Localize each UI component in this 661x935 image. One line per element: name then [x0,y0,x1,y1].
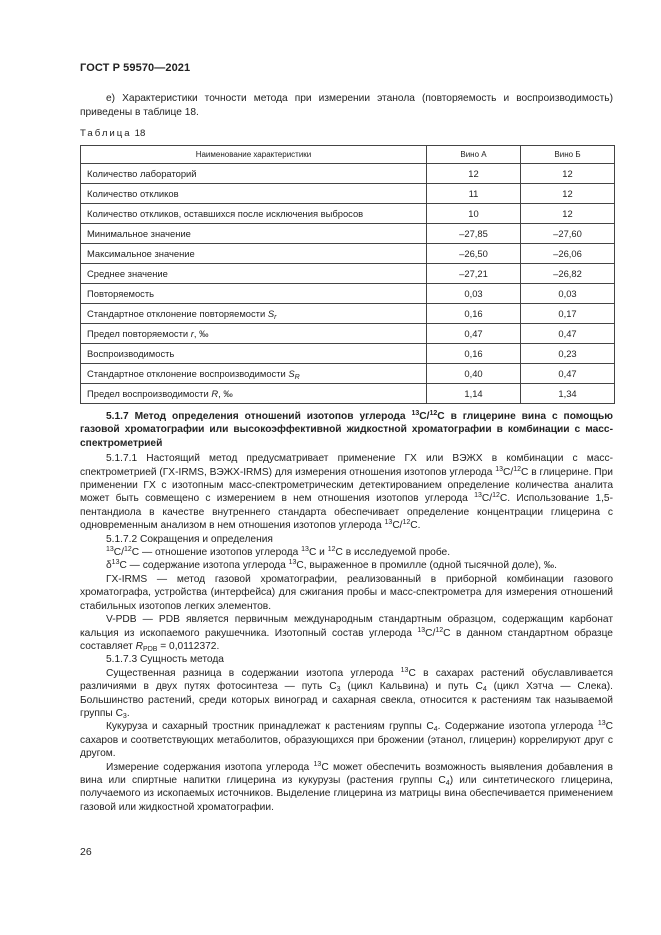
row-label-text: Стандартное отклонение воспроизводимости [87,368,286,379]
wine-b-value: –27,60 [521,224,615,244]
page-number: 26 [80,846,92,858]
sup-13: 13 [597,720,606,728]
text: 5.1.7.1 Настоящий метод предусматривает применение ГХ или ВЭЖХ в комбинации с масс-спектрометрией (ГХ-IRMS, ВЭЖХ-IRMS) для измерения отношения изотопов углерода [80,453,613,478]
sup-12: 12 [123,546,132,554]
wine-a-value: 0,40 [427,364,521,384]
table-caption-word: Таблица [80,128,132,139]
wine-a-value: 10 [427,204,521,224]
sup-13: 13 [400,666,409,674]
text: и [319,547,325,559]
symbol-s: S [267,308,275,319]
text: — содержание изотопа углерода [129,560,286,572]
sub-4: 4 [445,779,450,787]
precision-table [80,145,615,404]
wine-b-value: 0,23 [521,344,615,364]
sup-13: 13 [411,410,420,417]
text: , выраженное в промилле (одной тысячной доле), ‰. [303,560,557,572]
intro-paragraph: е) Характеристики точности метода при измерении этанола (повторяемость и воспроизводимость) приведены в таблице 18. [80,93,613,118]
sup-12: 12 [492,492,500,500]
text: — отношение изотопов углерода [141,547,299,559]
row-label: Воспроизводимость [81,344,427,364]
iso-c: C/ [392,520,403,532]
iso-c: C [443,627,451,639]
text: = 0,0112372. [160,640,220,652]
row-label [81,364,427,384]
symbol-s: S [288,368,295,379]
section-heading [80,410,613,450]
row-label-text: Предел воспроизводимости [87,388,209,399]
sup-12: 12 [513,465,521,473]
wine-b-value: 1,34 [521,384,615,404]
text: в сахарах растений обуславливается различиями в двух путях фотосинтеза — путь [80,667,613,693]
row-label [81,304,427,324]
header-wine-b: Вино Б [521,146,615,164]
sub-3: 3 [336,686,341,694]
wine-a-value: 12 [427,164,521,184]
iso-c: C [119,560,127,572]
text: Кукуруза и сахарный тростник принадлежат к растениям группы [106,721,422,733]
table-row [81,344,615,364]
text: Измерение содержания изотопа углерода [106,761,310,773]
row-label: Предел повторяемости r, ‰ [81,324,427,344]
wine-a-value: –26,50 [427,244,521,264]
table-row [81,284,615,304]
definition-gc-irms: ГХ-IRMS — метод газовой хроматографии, реализованный в приборной комбинации газового хроматографа, устройства (интерфейса) для сжигания пробы и масс-спектрометра для измерения отношений стабильных изотопов легких элементов. [80,573,613,612]
sup-13: 13 [495,465,504,473]
table-caption [80,128,145,139]
header-characteristic: Наименование характеристики [81,146,427,164]
c4-symbol: C [438,774,446,786]
symbol-R: R [211,388,219,399]
section-title-a: Метод определения отношений изотопов углерода [134,411,406,422]
sup-13: 13 [384,519,393,527]
row-label: Количество откликов, оставшихся после исключения выбросов [81,204,427,224]
wine-a-value: 0,03 [427,284,521,304]
symbol-r: R [135,640,144,652]
wine-b-value: 0,03 [521,284,615,304]
wine-b-value: –26,06 [521,244,615,264]
table-row [81,304,615,324]
iso-c: C [296,560,304,572]
header-wine-a: Вино А [427,146,521,164]
sup-13: 13 [301,546,309,554]
sup-13: 13 [106,546,114,554]
table-row [81,384,615,404]
sup-12: 12 [402,519,411,527]
sup-13: 13 [313,760,322,768]
definition-ratio [80,546,613,559]
wine-b-value: 0,47 [521,324,615,344]
wine-a-value: –27,85 [427,224,521,244]
c4-symbol: C [475,681,483,693]
paragraph-photosynthesis [80,667,613,721]
text: сахаров и соответствующих метаболитов, образующихся при брожении (этанол, глицерин) коррелируют друг с другом. [80,734,613,760]
table-row [81,204,615,224]
text: . Содержание изотопа углерода [437,721,594,733]
row-label: Минимальное значение [81,224,427,244]
table-row [81,184,615,204]
section-body [80,410,613,814]
text: в глицерине. При применении ГХ с изотопным масс-спектрометрическим детектированием определение количества аналита может быть совмещено с измерением в нем отношения изотопов углерода [80,466,613,505]
sup-13: 13 [111,559,120,567]
sup-13: 13 [474,492,482,500]
definition-vpdb [80,613,613,653]
sub-4: 4 [433,726,438,734]
iso-c: C [131,547,140,559]
sub-4: 4 [482,686,487,694]
wine-a-value: 0,16 [427,304,521,324]
wine-b-value: 0,47 [521,364,615,384]
iso-c: C/ [419,411,430,422]
sup-12: 12 [327,546,336,554]
iso-c: C [308,547,317,559]
iso-c: C [410,520,418,532]
iso-c: C/ [503,466,514,478]
sup-13: 13 [417,626,426,634]
wine-b-value: –26,82 [521,264,615,284]
sup-13: 13 [288,559,297,567]
wine-a-value: 0,16 [427,344,521,364]
iso-c: C [521,466,529,478]
row-label: Максимальное значение [81,244,427,264]
text: Существенная разница в содержании изотопа углерода [106,667,394,679]
row-label: Предел воспроизводимости R, ‰ [81,384,427,404]
text: в исследуемой пробе. [345,547,451,559]
c3-symbol: C [329,681,337,693]
iso-c: C [408,667,416,679]
section-number: 5.1.7 [106,411,129,422]
table-caption-number: 18 [134,128,146,139]
pdb-sub: PDB [143,645,158,653]
table-row [81,244,615,264]
wine-a-value: 11 [427,184,521,204]
iso-c: C [499,493,508,505]
text: . [417,520,421,532]
c4-symbol: C [426,721,434,733]
sup-12: 12 [435,626,444,634]
text: (цикл Кальвина) и путь [347,681,469,693]
text: в данном стандартном образце составляет [80,627,613,652]
permil-unit: ‰ [199,328,209,339]
table-row [81,264,615,284]
text: . [126,707,130,719]
c3-symbol: C [115,707,123,719]
standard-header: ГОСТ Р 59570—2021 [80,62,191,74]
iso-c: C/ [425,627,436,639]
permil-unit: ‰ [223,388,233,399]
wine-b-value: 12 [521,164,615,184]
row-label: Повторяемость [81,284,427,304]
text: (цикл Хэтча — Слека). Большинство растений, среди которых виноград и сахарная свекла, относится к растениям так называемой группы [80,681,613,719]
table-header-row [81,146,615,164]
symbol-r: r [190,328,194,339]
delta-symbol: δ [106,560,112,572]
paragraph-5171 [80,452,613,532]
symbol-r-sub: r [274,314,277,321]
paragraph-5172: 5.1.7.2 Сокращения и определения [106,533,273,545]
text: . Использование 1,5-пентандиола в качестве внутреннего стандарта обеспечивает определение концентрации глицерина с одновременным анализом в нем отношения изотопов углерода [80,493,613,532]
wine-a-value: 1,14 [427,384,521,404]
iso-c: C [335,547,343,559]
wine-a-value: 0,47 [427,324,521,344]
sup-12: 12 [429,410,438,417]
row-label: Количество лабораторий [81,164,427,184]
iso-c: C/ [481,493,493,505]
table-row [81,364,615,384]
table-row [81,324,615,344]
row-label-text: Стандартное отклонение повторяемости [87,308,266,319]
symbol-R-sub: R [294,374,300,381]
table-row [81,164,615,184]
iso-c: C [605,721,613,733]
text: ) или синтетического глицерина, получаемого из ископаемых источников. Выделение глицерина из матрицы вина обеспечивается применением газовой или жидкостной хроматографии. [80,774,613,813]
text: V-PDB — PDB является первичным международным стандартным образцом, содержащим карбонат кальция из ископаемого ракушечника. Изотопный состав углерода [80,614,613,639]
wine-b-value: 12 [521,204,615,224]
text: может обеспечить возможность выявления добавления в вина или спиртные напитки глицерина из кукурузы (растения группы [80,761,613,786]
paragraph-measurement [80,761,613,815]
iso-c: C [321,761,329,773]
row-label-text: Предел повторяемости [87,328,189,339]
wine-b-value: 12 [521,184,615,204]
row-label: Среднее значение [81,264,427,284]
iso-c: C/ [113,547,124,559]
sub-3: 3 [122,712,127,720]
definition-delta [80,559,613,572]
row-label: Количество откликов [81,184,427,204]
section-title-b: в глицерине вина с помощью газовой хроматографии или высокоэффективной жидкостной хроматографии в комбинации с масс-спектрометрией [80,411,613,449]
paragraph-5173: 5.1.7.3 Сущность метода [106,654,224,666]
paragraph-corn [80,720,613,760]
wine-a-value: –27,21 [427,264,521,284]
wine-b-value: 0,17 [521,304,615,324]
table-row [81,224,615,244]
iso-c: C [437,411,445,422]
